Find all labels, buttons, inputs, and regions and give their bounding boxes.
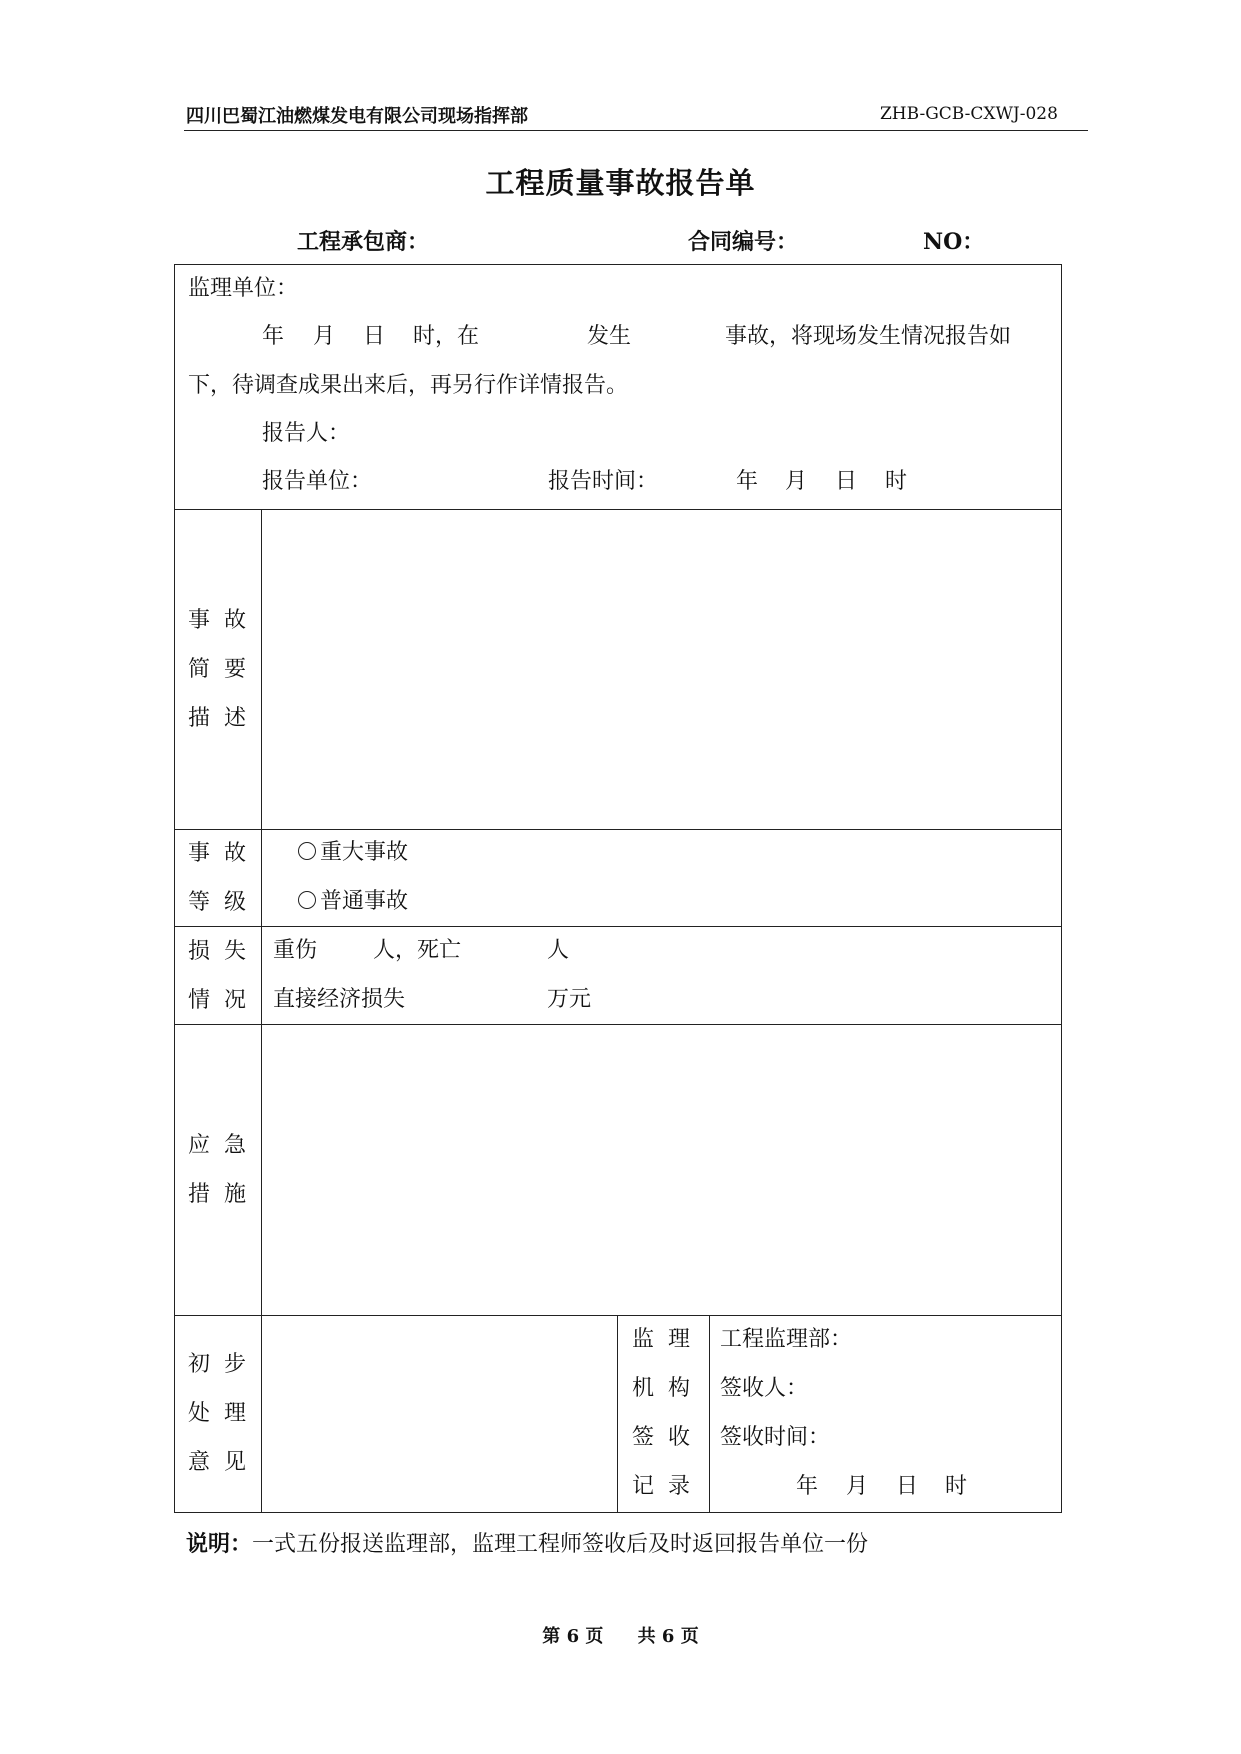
report-day: 日 xyxy=(835,469,858,494)
grade-option-major[interactable]: 重大事故 xyxy=(298,842,408,864)
hour-location-text: 时，在 xyxy=(413,324,480,349)
receiver-label: 签收人： xyxy=(720,1376,809,1401)
emergency-section-label: 应急 措施 xyxy=(188,1133,261,1207)
label-column-divider xyxy=(261,509,262,1513)
report-unit-label: 报告单位： xyxy=(262,469,373,494)
contractor-label: 工程承包商： xyxy=(297,229,430,255)
page-title: 工程质量事故报告单 xyxy=(485,166,756,200)
page-number: 第 6 页 xyxy=(542,1626,604,1647)
economic-loss-label: 直接经济损失 xyxy=(273,987,406,1012)
report-year: 年 xyxy=(736,469,759,494)
supervision-dept-label: 工程监理部： xyxy=(720,1327,853,1352)
row-divider xyxy=(174,1024,1062,1025)
accident-report-text: 事故，将现场发生情况报告如 xyxy=(725,324,1012,349)
grade-section-label: 事故 等级 xyxy=(188,841,261,915)
radio-circle-icon[interactable] xyxy=(298,891,316,909)
page-total: 共 6 页 xyxy=(637,1626,699,1647)
column-divider xyxy=(617,1315,618,1513)
loss-section-label: 损失 情况 xyxy=(188,939,261,1013)
happen-text: 发生 xyxy=(587,324,632,349)
grade-option-normal[interactable]: 普通事故 xyxy=(298,891,408,913)
death-unit: 人 xyxy=(547,938,570,963)
intro-line-2: 下，待调查成果出来后，再另行作详情报告。 xyxy=(188,373,629,398)
report-month: 月 xyxy=(785,469,808,494)
supervisor-unit-label: 监理单位： xyxy=(188,276,299,301)
receive-hour: 时 xyxy=(945,1474,968,1499)
page-footer xyxy=(0,1622,1241,1648)
injured-death-text: 人，死亡 xyxy=(373,938,462,963)
document-code: ZHB-GCB-CXWJ-028 xyxy=(880,104,1058,124)
serial-no-label: NO： xyxy=(923,229,985,255)
receive-year: 年 xyxy=(796,1474,819,1499)
receive-month: 月 xyxy=(846,1474,869,1499)
year-text: 年 xyxy=(262,324,285,349)
header-divider xyxy=(184,130,1088,131)
receive-day: 日 xyxy=(896,1474,919,1499)
receive-time-label: 签收时间： xyxy=(720,1425,831,1450)
reporter-label: 报告人： xyxy=(262,421,351,446)
radio-circle-icon[interactable] xyxy=(298,842,316,860)
report-form xyxy=(174,264,1062,1513)
contract-no-label: 合同编号： xyxy=(688,229,799,255)
report-time-label: 报告时间： xyxy=(548,469,659,494)
row-divider xyxy=(174,926,1062,927)
note-text: 一式五份报送监理部，监理工程师签收后及时返回报告单位一份 xyxy=(252,1532,869,1557)
day-text: 日 xyxy=(363,324,386,349)
column-divider xyxy=(709,1315,710,1513)
opinion-section-label: 初步 处理 意见 xyxy=(188,1352,261,1475)
month-text: 月 xyxy=(313,324,336,349)
description-section-label: 事故 简要 描述 xyxy=(188,608,261,731)
note-label: 说明： xyxy=(186,1531,253,1557)
supervision-section-label: 监理 机构 签收 记录 xyxy=(632,1327,705,1499)
row-divider xyxy=(174,509,1062,510)
row-divider xyxy=(174,829,1062,830)
row-divider xyxy=(174,1315,1062,1316)
form-note xyxy=(186,1527,868,1558)
injured-label: 重伤 xyxy=(273,938,318,963)
report-hour: 时 xyxy=(885,469,908,494)
company-name: 四川巴蜀江油燃煤发电有限公司现场指挥部 xyxy=(186,106,528,127)
money-unit: 万元 xyxy=(547,987,592,1012)
